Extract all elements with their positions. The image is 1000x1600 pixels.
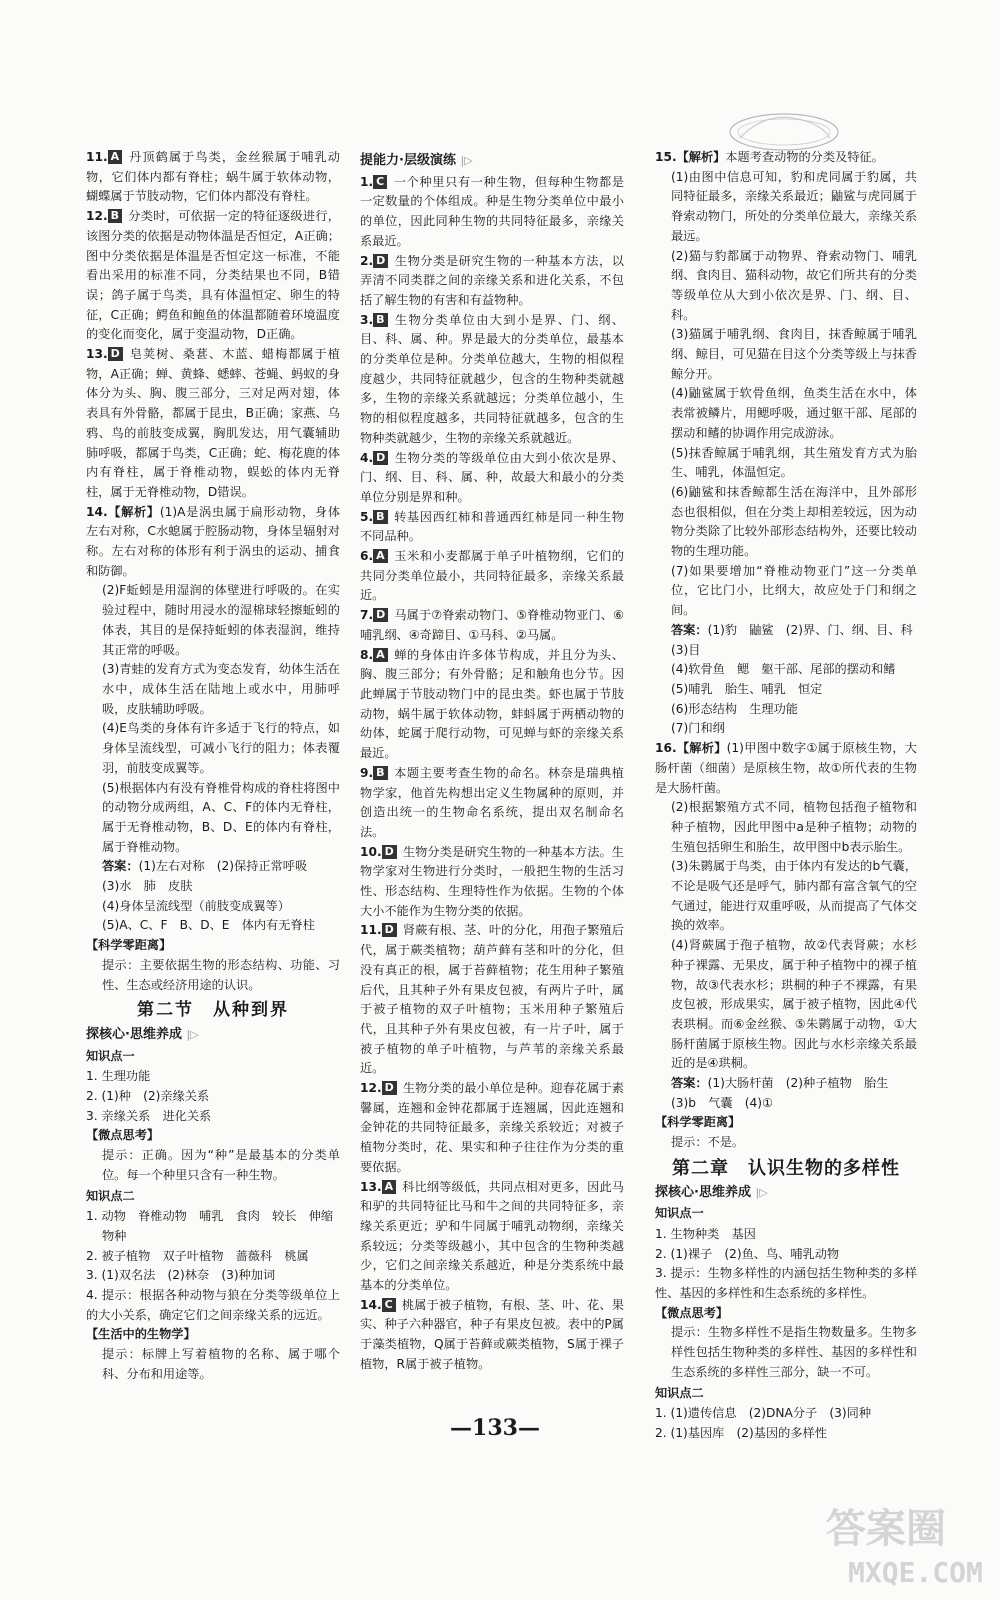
- analysis-paragraph: (5)抹香鲸属于哺乳纲，其生殖发育方式为胎生、哺乳，体温恒定。: [671, 445, 917, 480]
- exercise-item: 5. B 转基因西红柿和普通西红柿是同一种生物不同品种。: [360, 509, 624, 544]
- watermark-url: MXQE.COM: [848, 1556, 983, 1589]
- exercise-item: 11. D 肾蕨有根、茎、叶的分化，用孢子繁殖后代，属于蕨类植物；葫芦藓有茎和叶的分化，但没有真正的根，属于苔藓植物；花生用种子繁殖后代，且其种子外有果皮包被，有两片子叶，属于被子植物的双子叶植物；玉米用种子繁殖后代，且其种子外有果皮包被，有一片子叶，属于被子植物的单子叶植物，与芦苇的亲缘关系最近。: [360, 923, 624, 1076]
- answer-line: (5)哺乳 胎生、哺乳 恒定: [671, 681, 823, 696]
- science-tip-text: 提示：主要依据生物的形态结构、功能、习性、生态或经济用途的认识。: [102, 957, 340, 992]
- answer-choice-badge: D: [382, 1081, 397, 1095]
- analysis-paragraph: (3)青蛙的发育方式为变态发育，幼体生活在水中，成体生活在陆地上或水中，用肺呼吸，皮肤辅助呼吸。: [102, 662, 340, 716]
- column-left: [86, 148, 340, 1385]
- exercise-item: 10. D 生物分类是研究生物的一种基本方法。生物学家对生物进行分类时，一般把生物的生活习性、形态结构、生理特性作为依据。生物的个体大小不能作为生物分类的依据。: [360, 844, 624, 918]
- column-right: [655, 148, 917, 1444]
- watermark-logo-text: 答案圈: [826, 1506, 946, 1552]
- arrow-icon: |▷: [460, 154, 473, 167]
- answer-line: (6)形态结构 生理功能: [671, 701, 798, 716]
- page-number: —133—: [450, 1415, 540, 1441]
- arrow-icon: |▷: [755, 1185, 768, 1199]
- answer-choice-badge: D: [382, 845, 397, 859]
- life-biology-heading: 【生活中的生物学】: [86, 1327, 196, 1342]
- answer-item-11: 11. A 丹顶鹤属于鸟类，金丝猴属于哺乳动物，它们体内都有脊柱；蜗牛属于软体动物，蝴蝶属于节肢动物，它们体内都没有脊柱。: [86, 150, 340, 204]
- knowledge-point-heading: 知识点二: [655, 1385, 704, 1400]
- knowledge-line: 物种: [102, 1228, 127, 1243]
- subsection-heading: 探核心·思维养成 |▷: [86, 1026, 199, 1042]
- answer-choice-badge: D: [373, 254, 388, 268]
- column-middle: [360, 148, 624, 1375]
- life-biology-text: 提示：标牌上写着植物的名称、属于哪个科、分布和用途等。: [102, 1347, 340, 1381]
- section-title: 第二节 从种到界: [137, 1000, 289, 1021]
- science-tip-text: 提示：不是。: [671, 1135, 745, 1150]
- answer-choice-badge: B: [108, 209, 122, 223]
- answer-choice-badge: B: [373, 313, 387, 327]
- exercise-item: 7. D 马属于⑦脊索动物门、⑤脊椎动物亚门、⑥哺乳纲、④奇蹄目、①马科、②马属。: [360, 608, 624, 642]
- answer-choice-badge: A: [373, 549, 388, 563]
- knowledge-line: 4. 提示：根据各种动物与狼在分类等级单位上的大小关系，确定它们之间亲缘关系的远近。: [86, 1288, 340, 1322]
- answer-choice-badge: C: [382, 1298, 396, 1312]
- knowledge-point-heading: 知识点二: [86, 1188, 135, 1203]
- answer-choice-badge: A: [373, 648, 388, 662]
- exercise-item: 8. A 蝉的身体由许多体节构成，并且分为头、胸、腹三部分；有外骨骼；足和触角也分节。因此蝉属于节肢动物门中的昆虫类。虾也属于节肢动物，蜗牛属于软体动物，蚌蚪属于两栖动物的幼体，蛇属于爬行动物，可见蝉与虾的亲缘关系最近。: [360, 647, 624, 761]
- analysis-paragraph: (3)朱鹮属于鸟类，由于体内有发达的b气囊，不论是吸气还是呼气，肺内都有富含氧气的空气通过，能进行双重呼吸，从而提高了气体交换的效率。: [671, 859, 917, 933]
- answer-line: (3)b 气囊 (4)①: [671, 1095, 773, 1110]
- analysis-paragraph: (4)肾蕨属于孢子植物，故②代表肾蕨；水杉种子裸露、无果皮，属于种子植物中的裸子植物，故③代表水杉；珙桐的种子不裸露，有果皮包被，形成果实，属于被子植物，因此④代表珙桐。而⑥金丝猴、⑤朱鹮属于动物，①大肠杆菌属于原核生物。因此与水杉亲缘关系最近的是④珙桐。: [671, 938, 917, 1071]
- knowledge-point-heading: 知识点一: [86, 1048, 135, 1063]
- exercise-item: 6. A 玉米和小麦都属于单子叶植物纲，它们的共同分类单位最小，共同特征最多，亲缘关系最近。: [360, 549, 624, 603]
- answer-item-13: 13. D 皂荚树、桑葚、木蓝、蜡梅都属于植物，A正确；蝉、黄蜂、蟋蟀、苍蝇、蚂蚁的身体分为头、胸、腹三部分，三对足两对翅，体表具有外骨骼，都属于昆虫，B正确；家燕、乌鸦、鸟的前肢变成翼，胸肌发达，用气囊辅助肺呼吸，都属于鸟类，C正确；蛇、梅花鹿的体内有脊柱，属于脊椎动物，蜈蚣的体内无脊柱，属于无脊椎动物，D错误。: [86, 347, 340, 499]
- knowledge-line: 1. 生物种类 基因: [655, 1226, 756, 1241]
- knowledge-point-heading: 知识点一: [655, 1206, 704, 1221]
- answer-line: (3)水 肺 皮肤: [102, 879, 193, 894]
- answer-item-14: 14.【解析】(1)A是涡虫属于扁形动物，身体左右对称，C水螅属于腔肠动物，身体呈辐射对称。左右对称的体形有利于涡虫的运动、捕食和防御。: [86, 504, 341, 578]
- knowledge-line: 2. 被子植物 双子叶植物 蔷薇科 桃属: [86, 1248, 309, 1263]
- answer-choice-badge: C: [373, 175, 387, 189]
- answer-choice-badge: B: [373, 766, 387, 780]
- exercise-item: 14. C 桃属于被子植物，有根、茎、叶、花、果实、种子六种器官，种子有果皮包被。表中的P属于藻类植物，Q属于苔藓或蕨类植物，S属于裸子植物，R属于被子植物。: [360, 1297, 624, 1371]
- answer-choice-badge: A: [382, 1180, 397, 1194]
- answer-line: (4)软骨鱼 鳃 躯干部、尾部的摆动和鳍: [671, 662, 896, 677]
- micro-thinking-text: 提示：正确。因为“种”是最基本的分类单位。每一个种里只含有一种生物。: [102, 1148, 340, 1182]
- answer-line: 答案：(1)大肠杆菌 (2)种子植物 胎生: [671, 1076, 889, 1091]
- answer-item-15: 15.【解析】本题考查动物的分类及特征。: [655, 150, 884, 164]
- exercise-item: 13. A 科比纲等级低，共同点相对更多，因此马和驴的共同特征比马和牛之间的共同特征多，亲缘关系更近；驴和牛同属于哺乳动物纲，亲缘关系较远；分类等级越小，其中包含的生物种类越少，它们之间亲缘关系越近，种是分类系统中最基本的分类单位。: [360, 1179, 624, 1293]
- knowledge-line: 3. 提示：生物多样性的内涵包括生物种类的多样性、基因的多样性和生态系统的多样性。: [655, 1266, 917, 1301]
- micro-thinking-text: 提示：生物多样性不是指生物数量多。生物多样性包括生物种类的多样性、基因的多样性和生态系统的多样性三部分，缺一不可。: [671, 1325, 917, 1379]
- science-tip-heading: 【科学零距离】: [86, 938, 172, 953]
- knowledge-line: 3. (1)双名法 (2)林奈 (3)种加词: [86, 1268, 276, 1283]
- subsection-heading: 探核心·思维养成 |▷: [655, 1184, 768, 1200]
- analysis-paragraph: (1)由图中信息可知，豹和虎同属于豹属，共同特征最多，亲缘关系最近；鼬鲨与虎同属于脊索动物门，所处的分类单位最大，亲缘关系最远。: [671, 169, 917, 243]
- arrow-icon: |▷: [186, 1027, 199, 1041]
- answer-choice-badge: A: [108, 150, 123, 164]
- answer-choice-badge: D: [373, 451, 388, 465]
- exercise-item: 12. D 生物分类的最小单位是种。迎春花属于素馨属，连翘和金钟花都属于连翘属，因此连翘和金钟花的共同特征最多，亲缘关系较近；对被子植物分类时，花、果实和种子往往作为分类的重要依据。: [360, 1081, 624, 1174]
- exercise-item: 4. D 生物分类的等级单位由大到小依次是界、门、纲、目、科、属、种，故最大和最小的分类单位分别是界和种。: [360, 450, 624, 504]
- micro-thinking-heading: 【微点思考】: [86, 1128, 160, 1143]
- analysis-paragraph: (7)如果要增加“脊椎动物亚门”这一分类单位，它比门小，比纲大，故应处于门和纲之间。: [671, 563, 917, 618]
- exercise-list: [360, 173, 624, 1375]
- exercise-item: 9. B 本题主要考查生物的命名。林奈是瑞典植物学家，他首先构想出定义生物属种的原则，并创造出统一的生物命名系统，提出双名制命名法。: [360, 765, 624, 839]
- micro-thinking-heading: 【微点思考】: [655, 1305, 729, 1320]
- answer-item-12: 12. B 分类时，可依据一定的特征逐级进行，该图分类的依据是动物体温是否恒定，A正确；图中分类依据是体温是否恒定这一标准，不能看出采用的标准不同，分类结果也不同，B错误；鸽子属于鸟类，具有体温恒定、卵生的特征，C正确；鳄鱼和鲍鱼的体温都随着环境温度的变化而变化，属于变温动物，D正确。: [86, 209, 340, 342]
- science-tip-heading: 【科学零距离】: [655, 1115, 741, 1130]
- answer-choice-badge: B: [373, 510, 387, 524]
- knowledge-line: 1. 生理功能: [86, 1069, 151, 1084]
- knowledge-line: 3. 亲缘关系 进化关系: [86, 1108, 212, 1123]
- knowledge-line: 2. (1)基因库 (2)基因的多样性: [655, 1426, 827, 1440]
- knowledge-line: 1. (1)遗传信息 (2)DNA分子 (3)同种: [655, 1406, 872, 1421]
- knowledge-line: 2. (1)种 (2)亲缘关系: [86, 1089, 210, 1104]
- answer-choice-badge: D: [382, 923, 397, 937]
- answer-line: (7)门和纲: [671, 721, 725, 736]
- answer-item-16: 16.【解析】(1)甲图中数字①属于原核生物，大肠杆菌（细菌）是原核生物，故①所代表的生物是大肠杆菌。: [655, 741, 917, 795]
- analysis-paragraph: (5)根据体内有没有脊椎骨构成的脊柱将图中的动物分成两组，A、C、F的体内无脊柱，属于无脊椎动物，B、D、E的体内有脊柱，属于脊椎动物。: [102, 780, 340, 854]
- answer-line: (4)身体呈流线型（前肢变成翼等）: [102, 898, 290, 913]
- chapter-title: 第二章 认识生物的多样性: [672, 1157, 900, 1179]
- watermark-logo: [818, 1490, 988, 1590]
- analysis-paragraph: (4)E鸟类的身体有许多适于飞行的特点，如身体呈流线型，可减小飞行的阻力；体表覆羽，前肢变成翼等。: [102, 721, 340, 775]
- analysis-paragraph: (4)鼬鲨属于软骨鱼纲，鱼类生活在水中，体表常被鳞片，用鳃呼吸，通过躯干部、尾部的摆动和鳍的协调作用完成游泳。: [671, 386, 917, 440]
- analysis-paragraph: (6)鼬鲨和抹香鲸都生活在海洋中，且外部形态也很相似，但在分类上却相差较远，因为动物分类除了比较外部形态结构外，还要比较动物的生理功能。: [671, 484, 917, 559]
- answer-line: 答案：(1)左右对称 (2)保持正常呼吸: [102, 859, 308, 874]
- knowledge-line: 2. (1)裸子 (2)鱼、鸟、哺乳动物: [655, 1246, 840, 1261]
- answer-choice-badge: D: [373, 608, 388, 622]
- subsection-heading: 提能力·层级演练 |▷: [360, 153, 473, 168]
- answer-line: (3)目: [671, 642, 701, 657]
- analysis-paragraph: (2)根据繁殖方式不同，植物包括孢子植物和种子植物，因此甲图中a是种子植物；动物的生殖包括卵生和胎生，故甲图中b表示胎生。: [671, 800, 917, 854]
- analysis-paragraph: (2)猫与豹都属于动物界、脊索动物门、哺乳纲、食肉目、猫科动物，故它们所共有的分类等级单位从大到小依次是界、门、纲、目、科。: [671, 248, 917, 322]
- answer-choice-badge: D: [108, 347, 123, 361]
- analysis-paragraph: (2)F蚯蚓是用湿润的体壁进行呼吸的。在实验过程中，随时用浸水的湿棉球轻擦蚯蚓的体表，其目的是保持蚯蚓的体表湿润，维持其正常的呼吸。: [102, 583, 340, 657]
- exercise-item: 3. B 生物分类单位由大到小是界、门、纲、目、科、属、种。界是最大的分类单位，最基本的分类单位是种。分类单位越大，生物的相似程度越少，共同特征就越少，包含的生物种类就越多，生物的亲缘关系就越远；分类单位越小，生物的相似程度越多，共同特征就越多，包含的生物种类就越少，生物的亲缘关系就越近。: [360, 312, 624, 445]
- exercise-item: 1. C 一个种里只有一种生物，但每种生物都是一定数量的个体组成。种是生物分类单位中最小的单位，因此同种生物的共同特征最多，亲缘关系最近。: [360, 174, 624, 248]
- answer-line: 答案：(1)豹 鼬鲨 (2)界、门、纲、目、科: [671, 622, 913, 637]
- exercise-item: 2. D 生物分类是研究生物的一种基本方法，以弄清不同类群之间的亲缘关系和进化关系，不包括了解生物的有害和有益物种。: [360, 253, 624, 307]
- knowledge-line: 1. 动物 脊椎动物 哺乳 食肉 较长 伸缩: [86, 1209, 334, 1224]
- analysis-paragraph: (3)猫属于哺乳纲、食肉目，抹香鲸属于哺乳纲、鲸目，可见猫在目这个分类等级上与抹香鲸分开。: [671, 327, 917, 381]
- answer-line: (5)A、C、F B、D、E 体内有无脊柱: [102, 918, 315, 933]
